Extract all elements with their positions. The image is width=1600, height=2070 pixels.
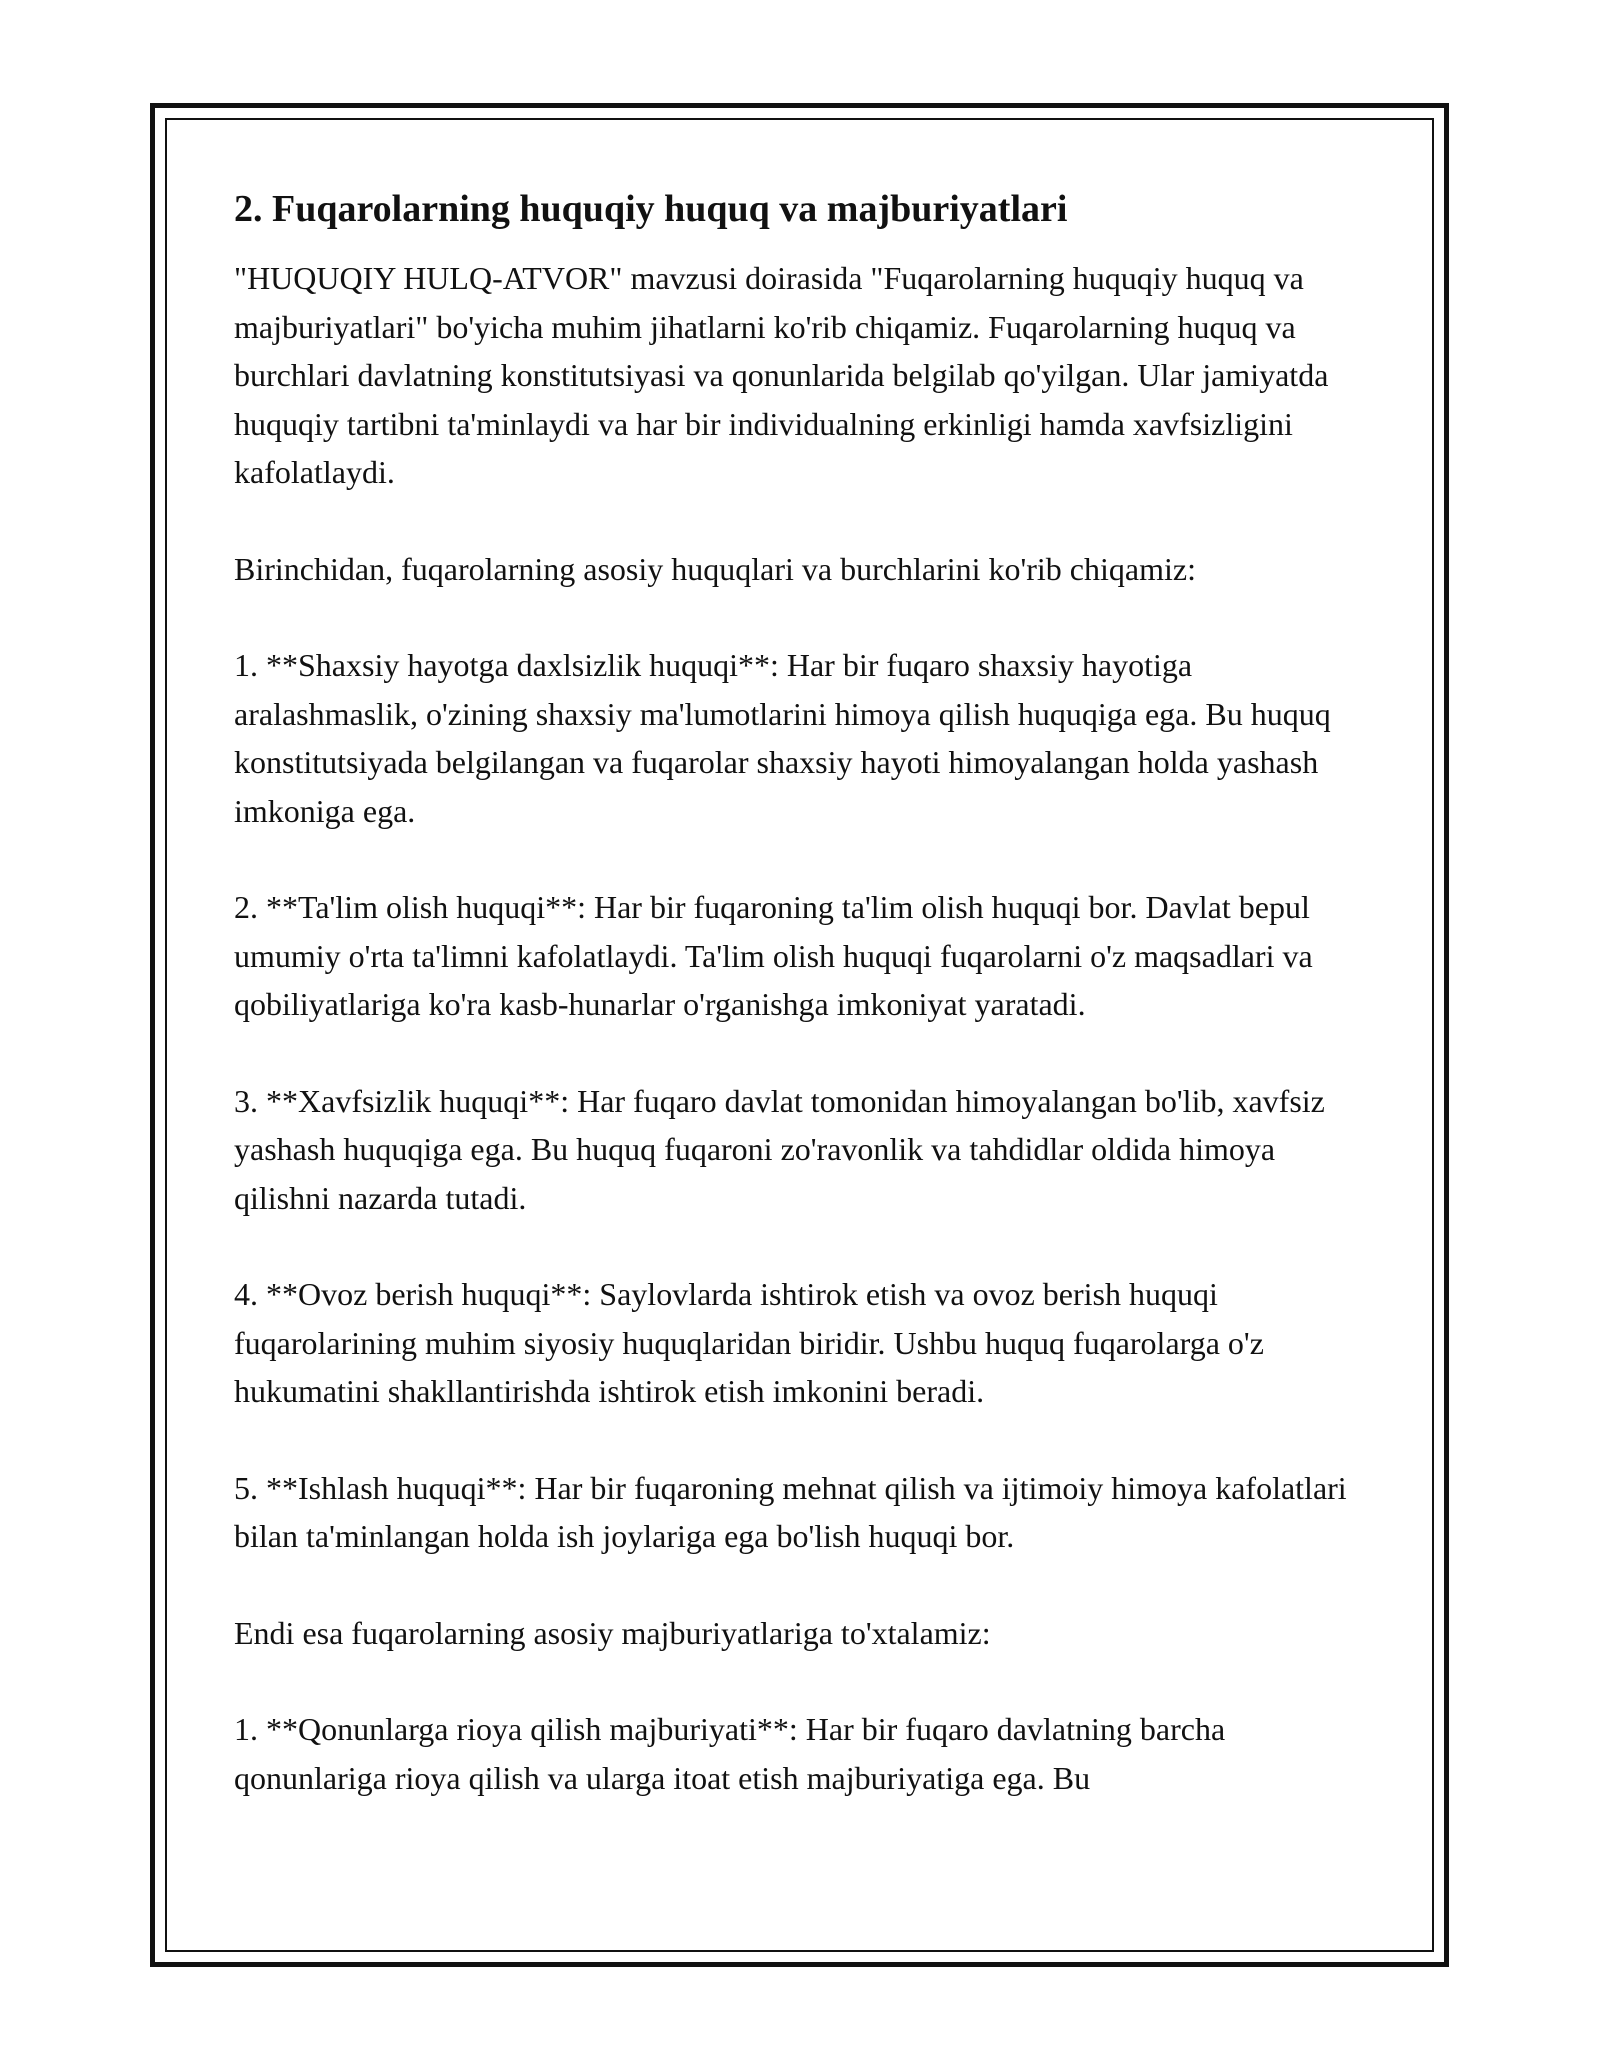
- rights-lead-in: Birinchidan, fuqarolarning asosiy huquqlari va burchlarini ko'rib chiqamiz:: [234, 550, 1196, 587]
- duty-item-law: 1. **Qonunlarga rioya qilish majburiyati**: Har bir fuqaro davlatning barcha qonunlariga rioya qilish va ularga itoat etish majburiyatiga ega. Bu: [234, 1711, 1226, 1796]
- right-item-work: 5. **Ishlash huquqi**: Har bir fuqaroning mehnat qilish va ijtimoiy himoya kafolatlari bilan ta'minlangan holda ish joylariga ega bo'lish huquqi bor.: [234, 1469, 1347, 1554]
- document-body: [234, 186, 1374, 1802]
- duties-lead-in: Endi esa fuqarolarning asosiy majburiyatlariga to'xtalamiz:: [234, 1614, 991, 1651]
- right-item-education: 2. **Ta'lim olish huquqi**: Har bir fuqaroning ta'lim olish huquqi bor. Davlat bepul umumiy o'rta ta'limni kafolatlaydi. Ta'lim olish huquqi fuqarolarni o'z maqsadlari va qobiliyatlariga ko'ra kasb-hunarlar o'rganishga imkoniyat yaratadi.: [234, 889, 1313, 1022]
- right-item-security: 3. **Xavfsizlik huquqi**: Har fuqaro davlat tomonidan himoyalangan bo'lib, xavfsiz yashash huquqiga ega. Bu huquq fuqaroni zo'ravonlik va tahdidlar oldida himoya qilishni nazarda tutadi.: [234, 1082, 1325, 1216]
- intro-paragraph: "HUQUQIY HULQ-ATVOR" mavzusi doirasida "Fuqarolarning huquqiy huquq va majburiyatlari" bo'yicha muhim jihatlarni ko'rib chiqamiz. Fuqarolarning huquq va burchlari davlatning konstitutsiyasi va qonunlarida belgilab qo'yilgan. Ular jamiyatda huquqiy tartibni ta'minlaydi va har bir individualning erkinligi hamda xavfsizligini kafolatlaydi.: [234, 260, 1329, 490]
- section-heading: 2. Fuqarolarning huquqiy huquq va majburiyatlari: [234, 188, 1068, 230]
- right-item-voting: 4. **Ovoz berish huquqi**: Saylovlarda ishtirok etish va ovoz berish huquqi fuqarolarining muhim siyosiy huquqlaridan biridir. Ushbu huquq fuqarolarga o'z hukumatini shakllantirishda ishtirok etish imkonini beradi.: [234, 1276, 1264, 1409]
- right-item-privacy: 1. **Shaxsiy hayotga daxlsizlik huquqi**: Har bir fuqaro shaxsiy hayotiga aralashmaslik, o'zining shaxsiy ma'lumotlarini himoya qilish huquqiga ega. Bu huquq konstitutsiyada belgilangan va fuqarolar shaxsiy hayoti himoyalangan holda yashash imkoniga ega.: [234, 647, 1331, 829]
